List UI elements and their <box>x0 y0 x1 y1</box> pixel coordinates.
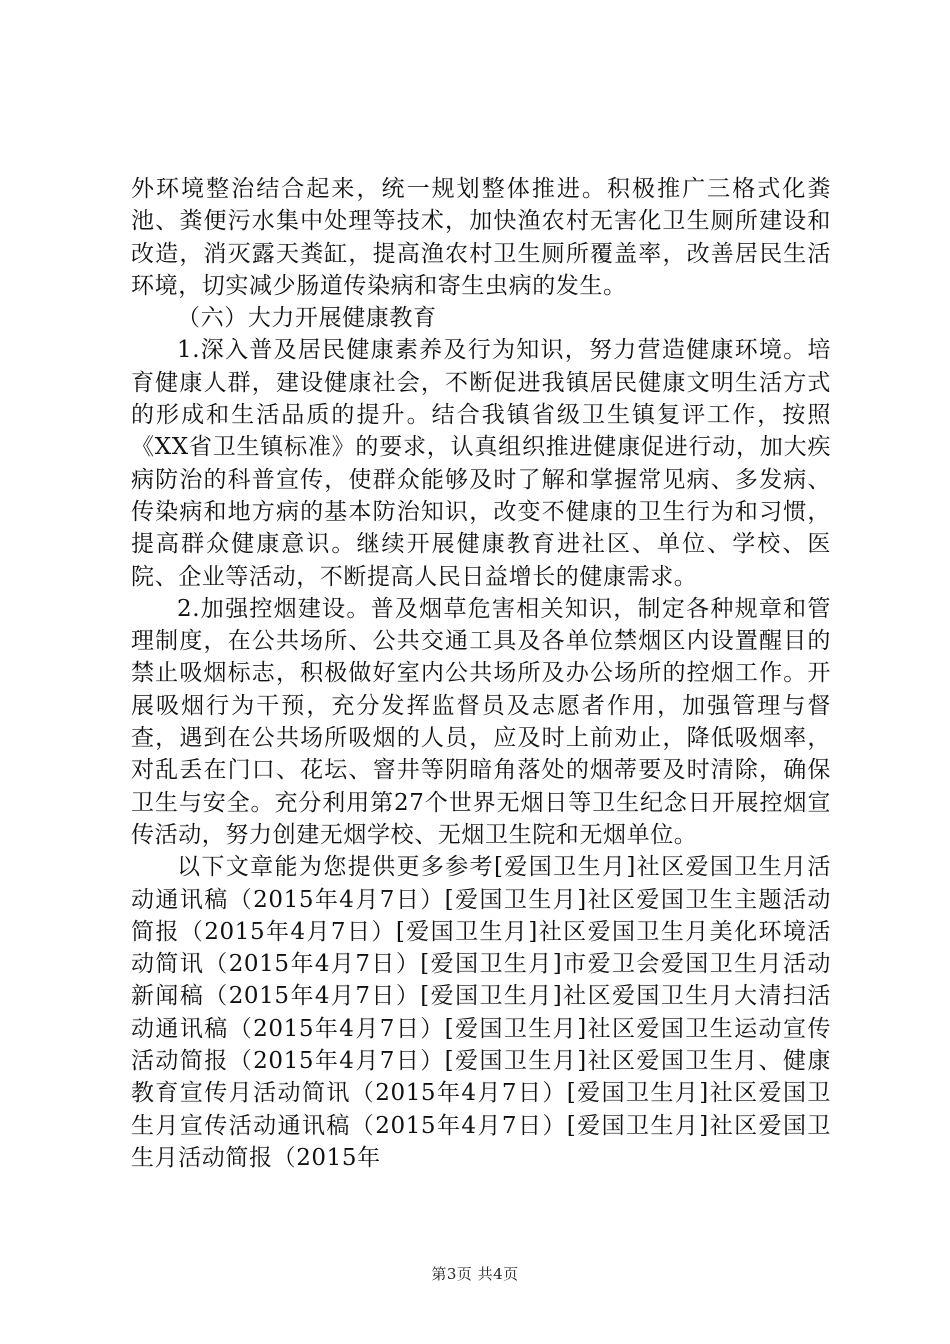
paragraph-health-literacy: 1.深入普及居民健康素养及行为知识，努力营造健康环境。培育健康人群，建设健康社会，不断促进我镇居民健康文明生活方式的形成和生活品质的提升。结合我镇省级卫生镇复评工作，按照《XX省卫生镇标准》的要求，认真组织推进健康促进行动，加大疾病防治的科普宣传，使群众能够及时了解和掌握常见病、多发病、传染病和地方病的基本防治知识，改变不健康的卫生行为和习惯，提高群众健康意识。继续开展健康教育进社区、单位、学校、医院、企业等活动，不断提高人民日益增长的健康需求。 <box>131 337 831 590</box>
paragraph-related-articles: 以下文章能为您提供更多参考[爱国卫生月]社区爱国卫生月活动通讯稿（2015年4月7日）[爱国卫生月]社区爱国卫生主题活动简报（2015年4月7日）[爱国卫生月]社区爱国卫生月美化环境活动简讯（2015年4月7日）[爱国卫生月]市爱卫会爱国卫生月活动新闻稿（2015年4月7日）[爱国卫生月]社区爱国卫生月大清扫活动通讯稿（2015年4月7日）[爱国卫生月]社区爱国卫生运动宣传活动简报（2015年4月7日）[爱国卫生月]社区爱国卫生月、健康教育宣传月活动简讯（2015年4月7日）[爱国卫生月]社区爱国卫生月宣传活动通讯稿（2015年4月7日）[爱国卫生月]社区爱国卫生月活动简报（2015年 <box>131 854 831 1171</box>
paragraph-tobacco-control: 2.加强控烟建设。普及烟草危害相关知识，制定各种规章和管理制度，在公共场所、公共交通工具及各单位禁烟区内设置醒目的禁止吸烟标志，积极做好室内公共场所及办公场所的控烟工作。开展吸烟行为干预，充分发挥监督员及志愿者作用，加强管理与督查，遇到在公共场所吸烟的人员，应及时上前劝止，降低吸烟率，对乱丢在门口、花坛、窨井等阴暗角落处的烟蒂要及时清除，确保卫生与安全。充分利用第27个世界无烟日等卫生纪念日开展控烟宣传活动，努力创建无烟学校、无烟卫生院和无烟单位。 <box>131 595 831 848</box>
section-heading: （六）大力开展健康教育 <box>177 305 437 332</box>
document-body <box>131 173 831 1174</box>
page-footer: 第3页 共4页 <box>431 1265 519 1283</box>
paragraph-continuation: 外环境整治结合起来，统一规划整体推进。积极推广三格式化粪池、粪便污水集中处理等技术，加快渔农村无害化卫生厕所建设和改造，消灭露天粪缸，提高渔农村卫生厕所覆盖率，改善居民生活环境，切实减少肠道传染病和寄生虫病的发生。 <box>131 176 831 299</box>
